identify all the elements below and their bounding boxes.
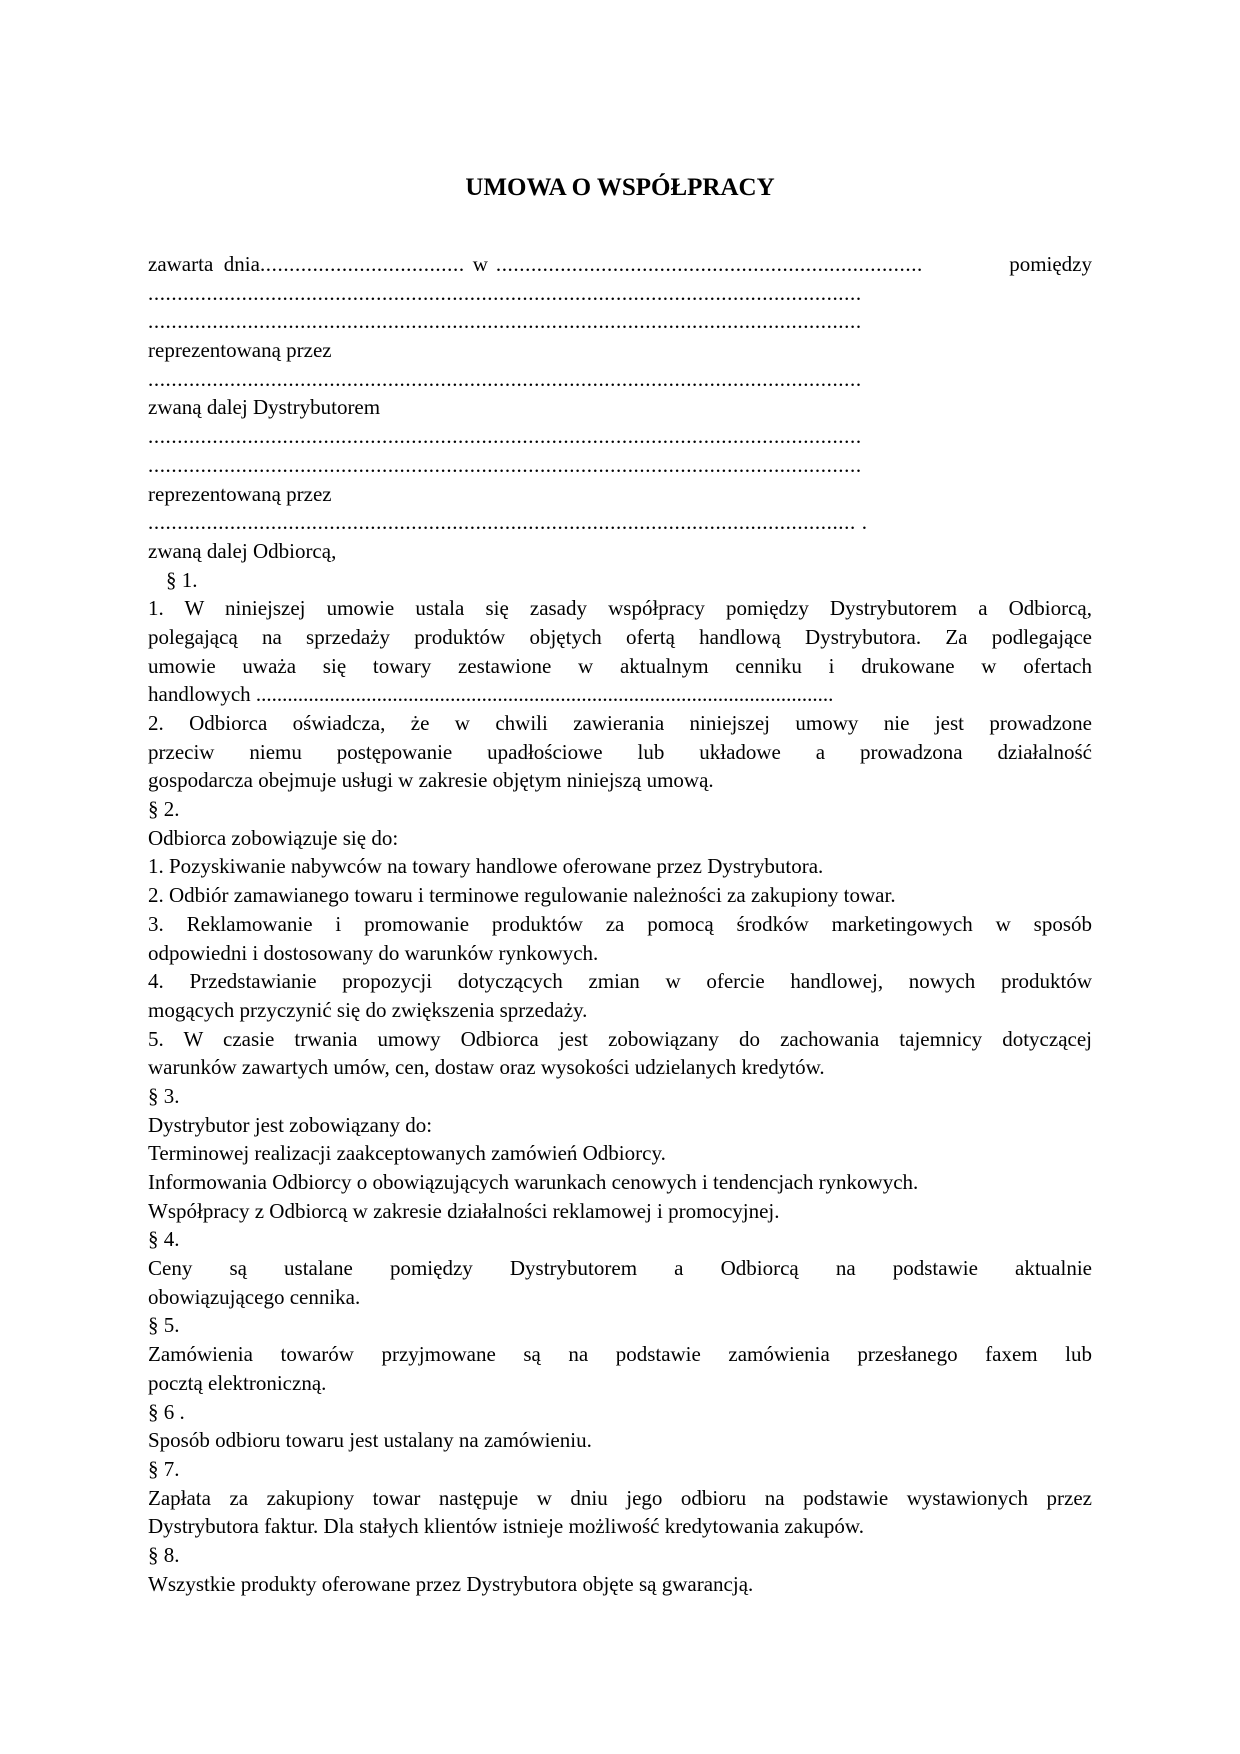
section-2-item: 1. Pozyskiwanie nabywców na towary handlowe oferowane przez Dystrybutora. (148, 854, 824, 879)
represented-label: reprezentowaną przez (148, 481, 332, 506)
section-6-heading: § 6 . (148, 1399, 185, 1424)
represented-label: reprezentowaną przez (148, 338, 332, 363)
document-body (148, 250, 1092, 1598)
section-1-text: 2. Odbiorca oświadcza, że w chwili zawierania niniejszej umowy nie jest prowadzone (148, 711, 1092, 735)
between-label: pomiędzy (1009, 252, 1092, 276)
document-title: UMOWA O WSPÓŁPRACY (465, 174, 775, 201)
section-7-text: Zapłata za zakupiony towar następuje w dniu jego odbioru na podstawie wystawionych przez (148, 1485, 1092, 1510)
concluded-label: zawarta dnia (148, 252, 260, 276)
section-7-text: Dystrybutora faktur. Dla stałych klientów istnieje możliwość kredytowania zakupów. (148, 1514, 864, 1539)
recipient-label: zwaną dalej Odbiorcą, (148, 538, 337, 563)
section-3-intro: Dystrybutor jest zobowiązany do: (148, 1112, 433, 1137)
representative1-blank-line: .......................................................................................................................... (148, 366, 862, 391)
date-blank: ................................... (259, 252, 465, 276)
section-4-heading: § 4. (148, 1227, 180, 1252)
section-1-text: handlowych .............................................................................................................. (148, 682, 834, 707)
section-8-text: Wszystkie produkty oferowane przez Dystrybutora objęte są gwarancją. (148, 1571, 754, 1596)
party2-blank-line: .......................................................................................................................... (148, 452, 862, 477)
section-4-text: obowiązującego cennika. (148, 1284, 361, 1309)
section-2-item: mogących przyczynić się do zwiększenia sprzedaży. (148, 997, 588, 1022)
section-2-item: 2. Odbiór zamawianego towaru i terminowe regulowanie należności za zakupiony towar. (148, 883, 896, 908)
section-5-heading: § 5. (148, 1313, 180, 1338)
section-1-text: umowie uważa się towary zestawione w aktualnym cenniku i drukowane w ofertach (148, 653, 1092, 678)
section-1-text: przeciw niemu postępowanie upadłościowe lub układowe a prowadzona działalność (148, 739, 1092, 764)
section-2-item: warunków zawartych umów, cen, dostaw oraz wysokości udzielanych kredytów. (148, 1055, 825, 1080)
section-2-item: 3. Reklamowanie i promowanie produktów za pomocą środków marketingowych w sposób (148, 911, 1092, 936)
section-1-text: gospodarcza obejmuje usługi w zakresie objętym niniejszą umową. (148, 768, 714, 793)
section-1-text: polegającą na sprzedaży produktów objętych ofertą handlową Dystrybutora. Za podlegające (148, 624, 1092, 649)
section-2-item: odpowiedni i dostosowany do warunków rynkowych. (148, 940, 599, 965)
section-1-heading: § 1. (166, 567, 198, 592)
section-2-item: 5. W czasie trwania umowy Odbiorca jest zobowiązany do zachowania tajemnicy dotyczącej (148, 1026, 1092, 1051)
place-label: w (472, 252, 488, 276)
section-7-heading: § 7. (148, 1456, 180, 1481)
section-6-text: Sposób odbioru towaru jest ustalany na zamówieniu. (148, 1428, 592, 1453)
place-blank: ......................................................................... (495, 252, 923, 276)
section-3-heading: § 3. (148, 1083, 180, 1108)
party2-blank-line: .......................................................................................................................... (148, 424, 862, 449)
section-2-item: 4. Przedstawianie propozycji dotyczących zmian w ofercie handlowej, nowych produktów (148, 969, 1092, 994)
section-2-intro: Odbiorca zobowiązuje się do: (148, 825, 399, 850)
section-8-heading: § 8. (148, 1542, 180, 1567)
party1-blank-line: .......................................................................................................................... (148, 280, 862, 305)
section-1-text: 1. W niniejszej umowie ustala się zasady współpracy pomiędzy Dystrybutorem a Odbiorcą, (148, 596, 1092, 621)
section-4-text: Ceny są ustalane pomiędzy Dystrybutorem a Odbiorcą na podstawie aktualnie (148, 1256, 1092, 1281)
section-2-heading: § 2. (148, 797, 180, 822)
section-3-item: Współpracy z Odbiorcą w zakresie działalności reklamowej i promocyjnej. (148, 1198, 780, 1223)
section-3-item: Terminowej realizacji zaakceptowanych zamówień Odbiorcy. (148, 1141, 666, 1166)
party1-blank-line: .......................................................................................................................... (148, 309, 862, 334)
section-5-text: Zamówienia towarów przyjmowane są na podstawie zamówienia przesłanego faxem lub (148, 1342, 1092, 1367)
distributor-label: zwaną dalej Dystrybutorem (148, 395, 381, 420)
concluded-line (148, 250, 1092, 279)
section-3-item: Informowania Odbiorcy o obowiązujących warunkach cenowych i tendencjach rynkowych. (148, 1170, 919, 1194)
representative2-blank-line: ......................................................................................................................... . (148, 510, 868, 535)
section-5-text: pocztą elektroniczną. (148, 1370, 327, 1395)
